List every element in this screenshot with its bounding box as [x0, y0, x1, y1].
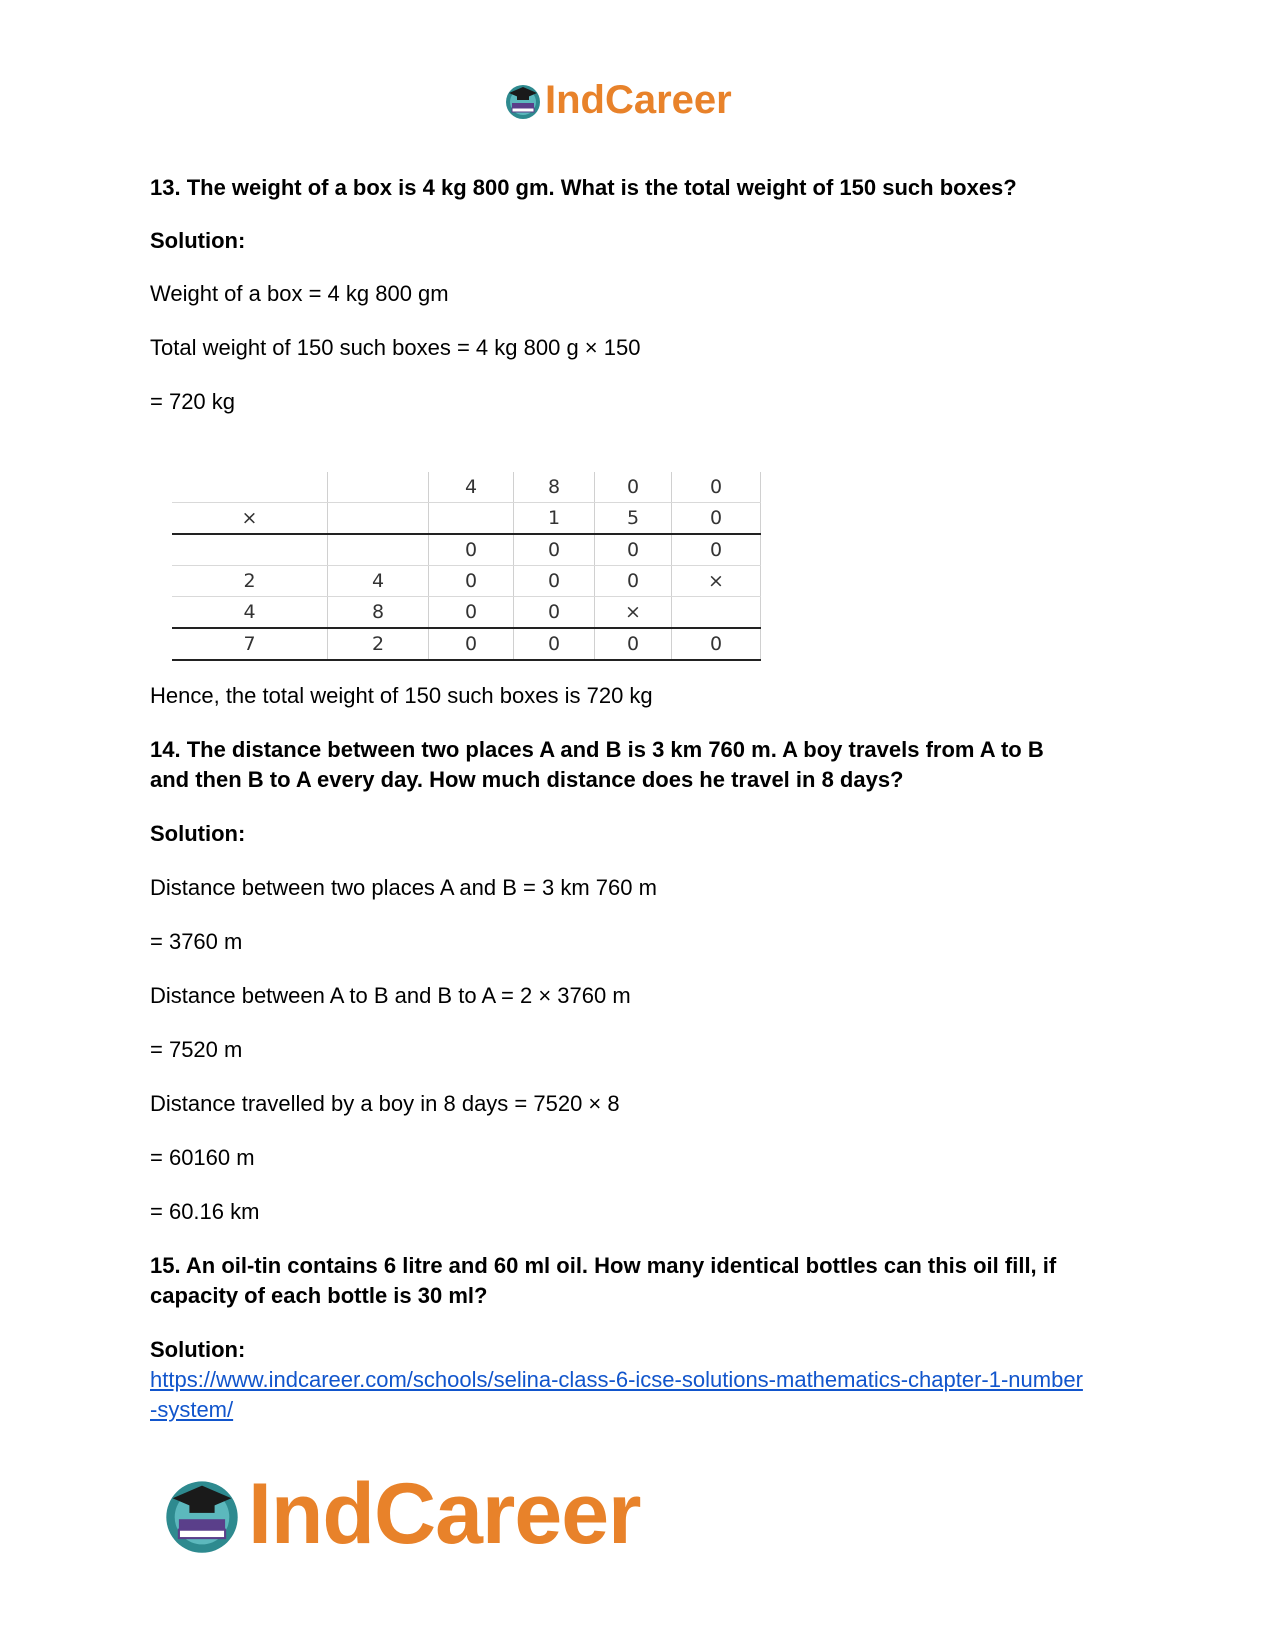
table-row — [172, 472, 761, 503]
table-cell: 0 — [672, 628, 761, 660]
solution-line: = 7520 m — [150, 1037, 243, 1062]
table-cell: 0 — [672, 534, 761, 566]
table-cell: × — [595, 597, 672, 629]
table-cell — [172, 534, 328, 566]
logo-text: IndCareer — [248, 1466, 641, 1562]
table-cell: 0 — [595, 534, 672, 566]
question-14-line-1: 14. The distance between two places A and B is 3 km 760 m. A boy travels from A to B — [150, 737, 1044, 762]
solution-line: Weight of a box = 4 kg 800 gm — [150, 281, 449, 306]
table-cell: 1 — [514, 503, 595, 535]
table-cell: 2 — [328, 628, 429, 660]
graduation-cap-book-globe-icon — [503, 81, 543, 121]
table-row — [172, 534, 761, 566]
table-cell: 0 — [429, 534, 514, 566]
table-cell: 0 — [514, 534, 595, 566]
solution-line: = 60.16 km — [150, 1199, 260, 1224]
question-14-line-2: and then B to A every day. How much distance does he travel in 8 days? — [150, 767, 904, 792]
solution-line: Distance between A to B and B to A = 2 × 3760 m — [150, 983, 631, 1008]
table-cell: 0 — [514, 566, 595, 597]
table-cell — [429, 503, 514, 535]
table-cell: 0 — [429, 597, 514, 629]
header-logo — [503, 78, 732, 123]
graduation-cap-book-globe-icon — [160, 1473, 244, 1557]
source-link[interactable]: https://www.indcareer.com/schools/selina-class-6-icse-solutions-mathematics-chapter-1-number — [150, 1367, 1083, 1392]
table-cell — [328, 472, 429, 503]
logo-text: IndCareer — [545, 78, 732, 122]
table-cell: 5 — [595, 503, 672, 535]
source-link-continued[interactable]: -system/ — [150, 1397, 234, 1422]
table-cell: × — [672, 566, 761, 597]
question-13: 13. The weight of a box is 4 kg 800 gm. What is the total weight of 150 such boxes? — [150, 175, 1017, 200]
table-row — [172, 503, 761, 535]
solution-line: = 720 kg — [150, 389, 236, 414]
question-15-line-2: capacity of each bottle is 30 ml? — [150, 1283, 488, 1308]
table-cell — [672, 597, 761, 629]
conclusion-13: Hence, the total weight of 150 such boxes is 720 kg — [150, 683, 653, 708]
table-cell: 0 — [595, 628, 672, 660]
table-cell: 0 — [672, 503, 761, 535]
table-cell: 0 — [672, 472, 761, 503]
table-cell: 0 — [514, 597, 595, 629]
solution-line: Total weight of 150 such boxes = 4 kg 800 g × 150 — [150, 335, 641, 360]
table-row — [172, 597, 761, 629]
table-cell: 0 — [514, 628, 595, 660]
table-cell: 0 — [429, 628, 514, 660]
question-15-line-1: 15. An oil-tin contains 6 litre and 60 ml oil. How many identical bottles can this oil fill, if — [150, 1253, 1057, 1278]
table-cell: 7 — [172, 628, 328, 660]
table-row — [172, 566, 761, 597]
table-cell: 4 — [172, 597, 328, 629]
table-cell: 8 — [328, 597, 429, 629]
table-cell: × — [172, 503, 328, 535]
solution-label-13: Solution: — [150, 228, 246, 253]
table-cell: 4 — [328, 566, 429, 597]
table-cell — [328, 534, 429, 566]
table-cell: 0 — [595, 472, 672, 503]
table-cell: 0 — [595, 566, 672, 597]
solution-label-14: Solution: — [150, 821, 246, 846]
table-row — [172, 628, 761, 660]
solution-line: = 3760 m — [150, 929, 243, 954]
footer-logo — [160, 1465, 641, 1564]
table-cell: 0 — [429, 566, 514, 597]
table-cell: 4 — [429, 472, 514, 503]
table-cell — [328, 503, 429, 535]
table-cell: 8 — [514, 472, 595, 503]
table-cell — [172, 472, 328, 503]
table-cell: 2 — [172, 566, 328, 597]
solution-label-15: Solution: — [150, 1337, 246, 1362]
solution-line: Distance travelled by a boy in 8 days = 7520 × 8 — [150, 1091, 620, 1116]
solution-line: = 60160 m — [150, 1145, 255, 1170]
multiplication-table — [172, 472, 761, 661]
solution-line: Distance between two places A and B = 3 km 760 m — [150, 875, 657, 900]
